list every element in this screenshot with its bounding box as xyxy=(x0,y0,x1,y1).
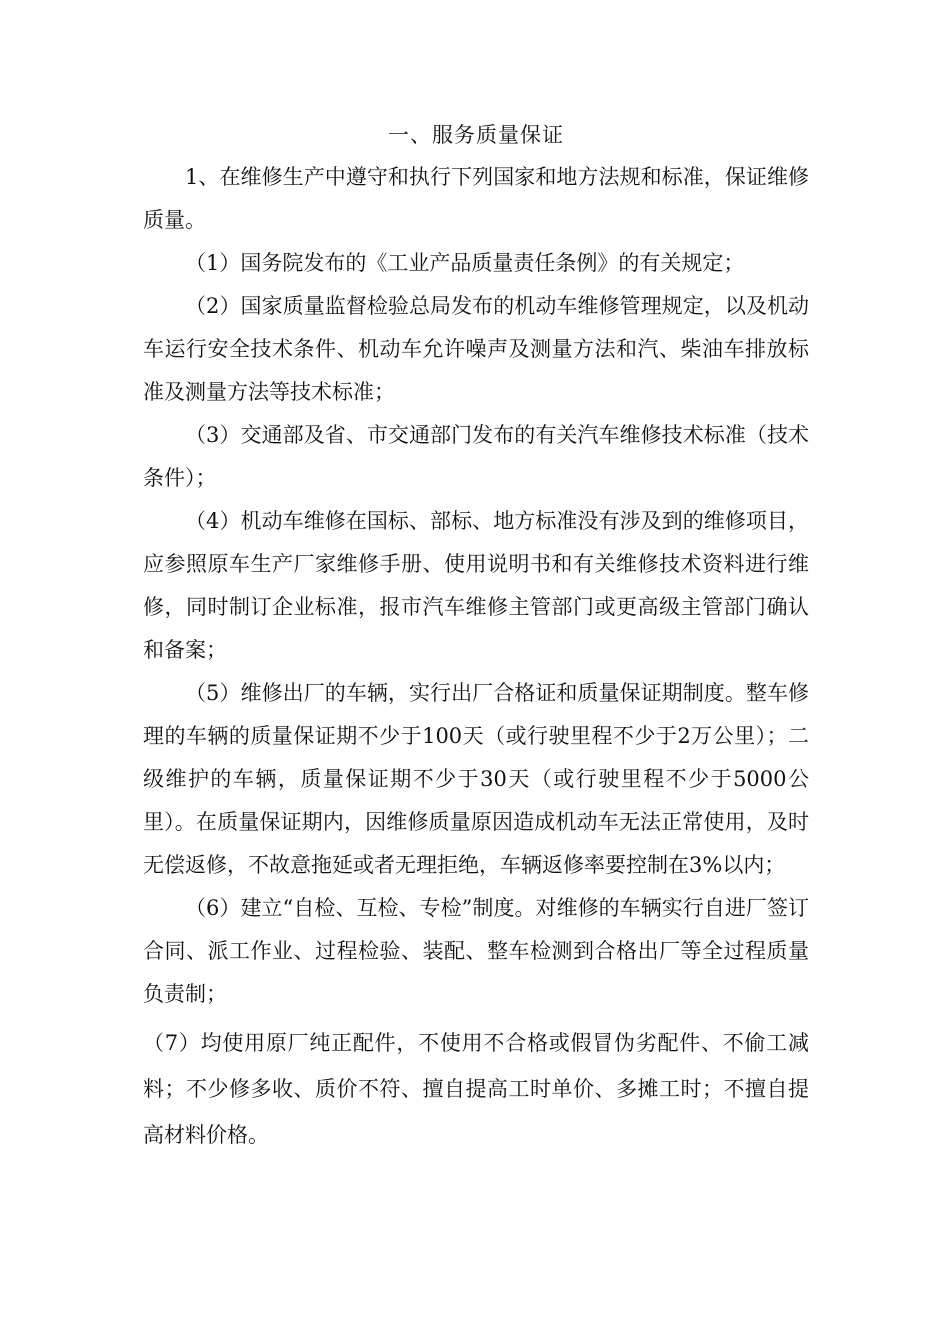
section-title: 一、服务质量保证 xyxy=(388,123,564,147)
paragraph-item-4: （4）机动车维修在国标、部标、地方标准没有涉及到的维修项目，应参照原车生产厂家维修手册、使用说明书和有关维修技术资料进行维修，同时制订企业标准，报市汽车维修主管部门或更高级主管部门确认和备案； xyxy=(143,509,809,662)
paragraph-item-5: （5）维修出厂的车辆，实行出厂合格证和质量保证期制度。整车修理的车辆的质量保证期不少于100天（或行驶里程不少于2万公里）；二级维护的车辆，质量保证期不少于30天（或行驶里程不少于5000公里）。在质量保证期内，因维修质量原因造成机动车无法正常使用，及时无偿返修，不故意拖延或者无理拒绝，车辆返修率要控制在3%以内； xyxy=(143,681,809,877)
paragraph-item-1: （1）国务院发布的《工业产品质量责任条例》的有关规定； xyxy=(185,251,745,275)
paragraph-item-7: （7）均使用原厂纯正配件，不使用不合格或假冒伪劣配件、不偷工减料；不少修多收、质价不符、擅自提高工时单价、多摊工时；不擅自提高材料价格。 xyxy=(143,1031,809,1147)
paragraph-1: 1、在维修生产中遵守和执行下列国家和地方法规和标准，保证维修质量。 xyxy=(143,165,809,232)
paragraph-item-3: （3）交通部及省、市交通部门发布的有关汽车维修技术标准（技术条件）； xyxy=(143,423,809,490)
paragraph-item-2: （2）国家质量监督检验总局发布的机动车维修管理规定，以及机动车运行安全技术条件、机动车允许噪声及测量方法和汽、柴油车排放标准及测量方法等技术标准； xyxy=(143,294,809,404)
paragraph-item-6: （6）建立“自检、互检、专检”制度。对维修的车辆实行自进厂签订合同、派工作业、过程检验、装配、整车检测到合格出厂等全过程质量负责制； xyxy=(143,896,809,1006)
document-body xyxy=(143,118,809,1158)
